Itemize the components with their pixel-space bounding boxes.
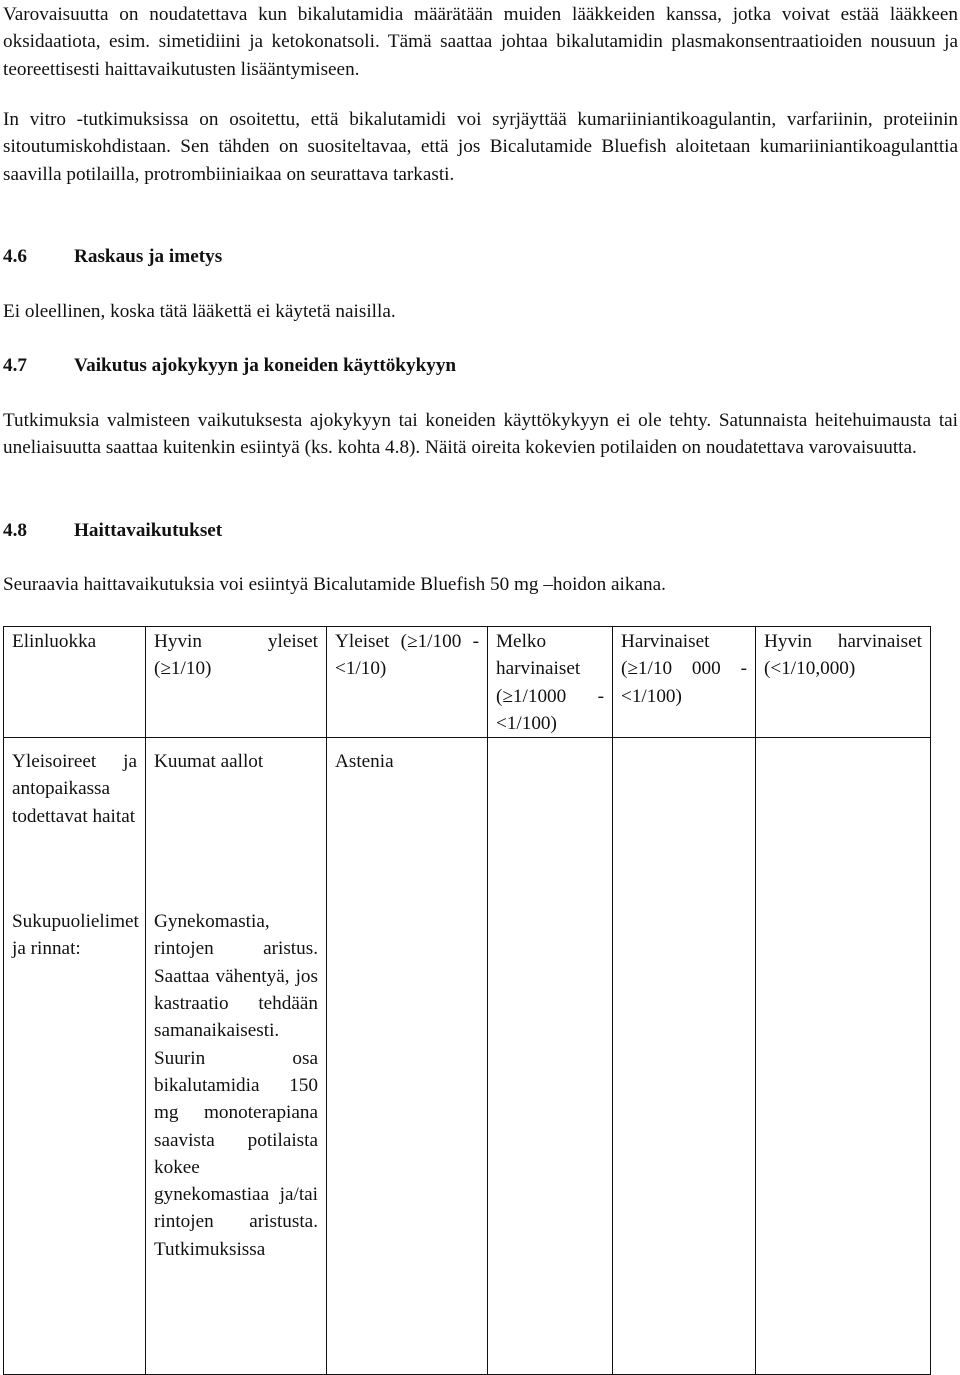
- table-header-cell: Hyvin harvinaiset (<1/10,000): [756, 627, 931, 738]
- table-cell: Gynekomastia, rintojen aristus. Saattaa vähentyä, jos kastraatio tehdään samanaikaisesti. Suurin osa bikalutamidia 150 mg monoterapiana saavista potilaista kokee gynekomastiaa ja/tai rintojen aristusta. Tutkimuksissa: [146, 908, 327, 1375]
- table-header-cell: Elinluokka: [4, 627, 146, 738]
- table-cell: Yleisoireet ja antopaikassa todettavat haitat: [4, 738, 146, 909]
- table-row: [4, 738, 931, 909]
- table-cell: Astenia: [327, 738, 488, 909]
- heading-4-8: [3, 517, 222, 544]
- table-cell: [613, 738, 756, 909]
- table-cell: [756, 738, 931, 909]
- table-header-cell: Melko harvinaiset (≥1/1000 - <1/100): [488, 627, 613, 738]
- heading-4-6: [3, 243, 222, 270]
- paragraph-pregnancy: Ei oleellinen, koska tätä lääkettä ei käytetä naisilla.: [3, 301, 396, 322]
- paragraph-adverse-intro: Seuraavia haittavaikutuksia voi esiintyä Bicalutamide Bluefish 50 mg –hoidon aikana.: [3, 574, 666, 595]
- table-header-cell: Hyvin yleiset (≥1/10): [146, 627, 327, 738]
- heading-title: Vaikutus ajokykyyn ja koneiden käyttökykyyn: [74, 355, 457, 376]
- heading-number: 4.7: [3, 355, 27, 376]
- heading-number: 4.8: [3, 520, 27, 541]
- table-cell: [327, 908, 488, 1375]
- table-cell: [756, 908, 931, 1375]
- heading-number: 4.6: [3, 246, 27, 267]
- paragraph-interactions-oxidation: Varovaisuutta on noudatettava kun bikalutamidia määrätään muiden lääkkeiden kanssa, jotka voivat estää lääkkeen oksidaatiota, esim. simetidiini ja ketokonatsoli. Tämä saattaa johtaa bikalutamidin plasmakonsentraatioiden nousuun ja teoreettisesti haittavaikutusten lisääntymiseen.: [3, 4, 958, 80]
- paragraph-driving: Tutkimuksia valmisteen vaikutuksesta ajokykyyn tai koneiden käyttökykyyn ei ole tehty. Satunnaista heitehuimausta tai uneliaisuutta saattaa kuitenkin esiintyä (ks. kohta 4.8). Näitä oireita kokevien potilaiden on noudatettava varovaisuutta.: [3, 410, 958, 459]
- heading-title: Haittavaikutukset: [74, 520, 223, 541]
- table-cell: [613, 908, 756, 1375]
- heading-4-7: [3, 352, 456, 379]
- table-cell: Kuumat aallot: [146, 738, 327, 909]
- heading-title: Raskaus ja imetys: [74, 246, 223, 267]
- table-header-row: [4, 627, 931, 738]
- table-header-cell: Yleiset (≥1/100 - <1/10): [327, 627, 488, 738]
- table-cell: [488, 908, 613, 1375]
- table-row: [4, 908, 931, 1375]
- adverse-effects-table: [3, 626, 931, 1375]
- table-header-cell: Harvinaiset (≥1/10 000 - <1/100): [613, 627, 756, 738]
- table-cell: [488, 738, 613, 909]
- table-cell: Sukupuolielimet ja rinnat:: [4, 908, 146, 1375]
- paragraph-warfarin: In vitro -tutkimuksissa on osoitettu, että bikalutamidi voi syrjäyttää kumariiniantikoagulantin, varfariinin, proteiinin sitoutumiskohdistaan. Sen tähden on suositeltavaa, että jos Bicalutamide Bluefish aloitetaan kumariiniantikoagulanttia saavilla potilailla, protrombiiniaikaa on seurattava tarkasti.: [3, 109, 958, 185]
